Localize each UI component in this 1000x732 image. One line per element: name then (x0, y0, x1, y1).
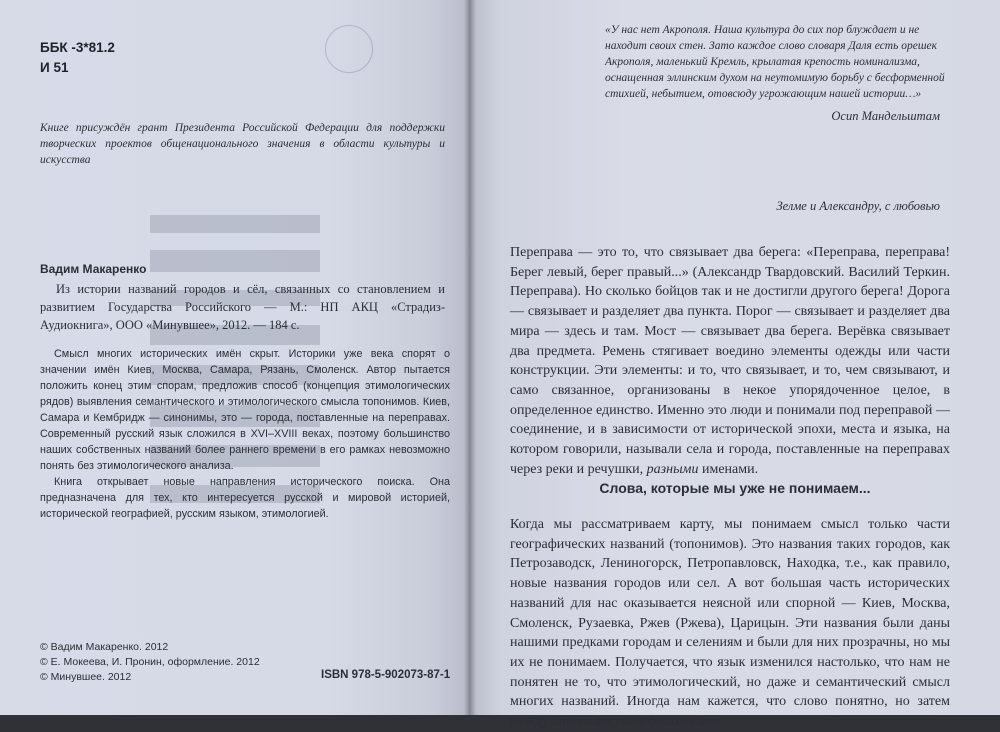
author-index: И 51 (40, 60, 69, 75)
section-heading: Слова, которые мы уже не понимаем... (599, 480, 871, 496)
grant-notice: Книге присуждён грант Президента Российской Федерации для поддержки творческих проектов общенационального значения в области культуры и искусства (40, 122, 445, 166)
copyright-line: © Е. Мокеева, И. Пронин, оформление. 2012 (40, 656, 260, 668)
annotation (40, 346, 450, 522)
body-text: Переправа — это то, что связывает два берега: «Переправа, переправа! Берег левый, берег правый...» (Александр Твардовский. Василий Теркин. Переправа). Но сколько бойцов так и не достигли другого берега! Дорога — связывает и разделяет два пункта. Порог — связывает и разделяет два мира — здесь и там. Мост — связывает два берега. Верёвка связывает два предмета. Ремень стягивает воедино элементы одежды или части конструкции. Эти элементы: и то, что связывает, и то, чем связывают, и само связанное, организованы в некое упорядоченное целое, в определенное единство. Именно это люди и понимали под переправой — соединение, и в зависимости от исторической эпохи, места и языка, на котором говорили, называли села и города, поставленные на переправах через реки и речушки, (510, 245, 950, 477)
isbn: ISBN 978-5-902073-87-1 (321, 669, 451, 681)
classification-codes (40, 38, 115, 78)
right-page (470, 0, 1000, 730)
author-name: Вадим Макаренко (40, 262, 147, 276)
copyright-block (40, 640, 260, 685)
body-paragraph (510, 243, 950, 479)
epigraph-author: Осип Мандельштам (831, 109, 940, 123)
bbk-code: ББК -3*81.2 (40, 40, 115, 55)
copyright-line: © Вадим Макаренко. 2012 (40, 641, 169, 653)
left-page (0, 0, 470, 715)
bibliographic-description: Из истории названий городов и сёл, связанных со становлением и развитием Государства Российского — М.: НП АКЦ «Страдиз-Аудиокнига», ООО «Минувшее», 2012. — 184 с. (40, 282, 445, 332)
body-text-italic: разными (646, 461, 699, 477)
annotation-paragraph: Смысл многих исторических имён скрыт. Историки уже века спорят о значении имён Киев, Москва, Самара, Рязань, Смоленск. Автор пытается положить конец этим спорам, предложив способ (концепция этимологических рядов) выявления семантического и этимологического смысла топонимов. Киев, Самара и Кембридж — синонимы, это — города, поставленные на переправах. Современный русский язык сложился в XVI–XVIII веках, поэтому большинство наших собственных названий более раннего времени в его рамках невозможно понять без этимологического анализа. (40, 348, 450, 472)
dedication: Зелме и Александру, с любовью (776, 199, 940, 213)
epigraph: «У нас нет Акрополя. Наша культура до сих пор блуждает и не находит своих стен. Зато каждое слово словаря Даля есть орешек Акрополя, маленький Кремль, крылатая крепость номинализма, оснащенная эллинским духом на неутомимую борьбу с бесформенной стихией, небытием, отовсюду угрожающим нашей истории…» (605, 24, 945, 100)
body-paragraph: Когда мы рассматриваем карту, мы понимаем смысл только части географических названий (топонимов). Это названия таких городов, как Петрозаводск, Лениногорск, Петропавловск, Находка, т.е., как правило, новые названия городов или сел. А вот большая часть исторических названий для нас оказывается неясной или спорной — Киев, Москва, Смоленск, Рузаевка, Ржев (Ржева), Царицын. Эти названия были даны нашими предками городам и селениям и были для них прозрачны, но мы их не понимаем. Получается, что язык изменился настолько, что нам не понятен не то, что этимологический, но даже и семантический смысл многих названий. Иногда нам кажется, что слово понятно, но затем между специалистами-филологами (510, 517, 950, 730)
body-text-end: именами. (701, 461, 759, 477)
book-gutter (464, 0, 476, 715)
annotation-paragraph: Книга открывает новые направления исторического поиска. Она предназначена для тех, кто интересуется русской и мировой историей, исторической географией, русским языком, этимологией. (40, 476, 450, 520)
copyright-line: © Минувшее. 2012 (40, 671, 132, 683)
publisher-seal-ghost (325, 25, 373, 73)
